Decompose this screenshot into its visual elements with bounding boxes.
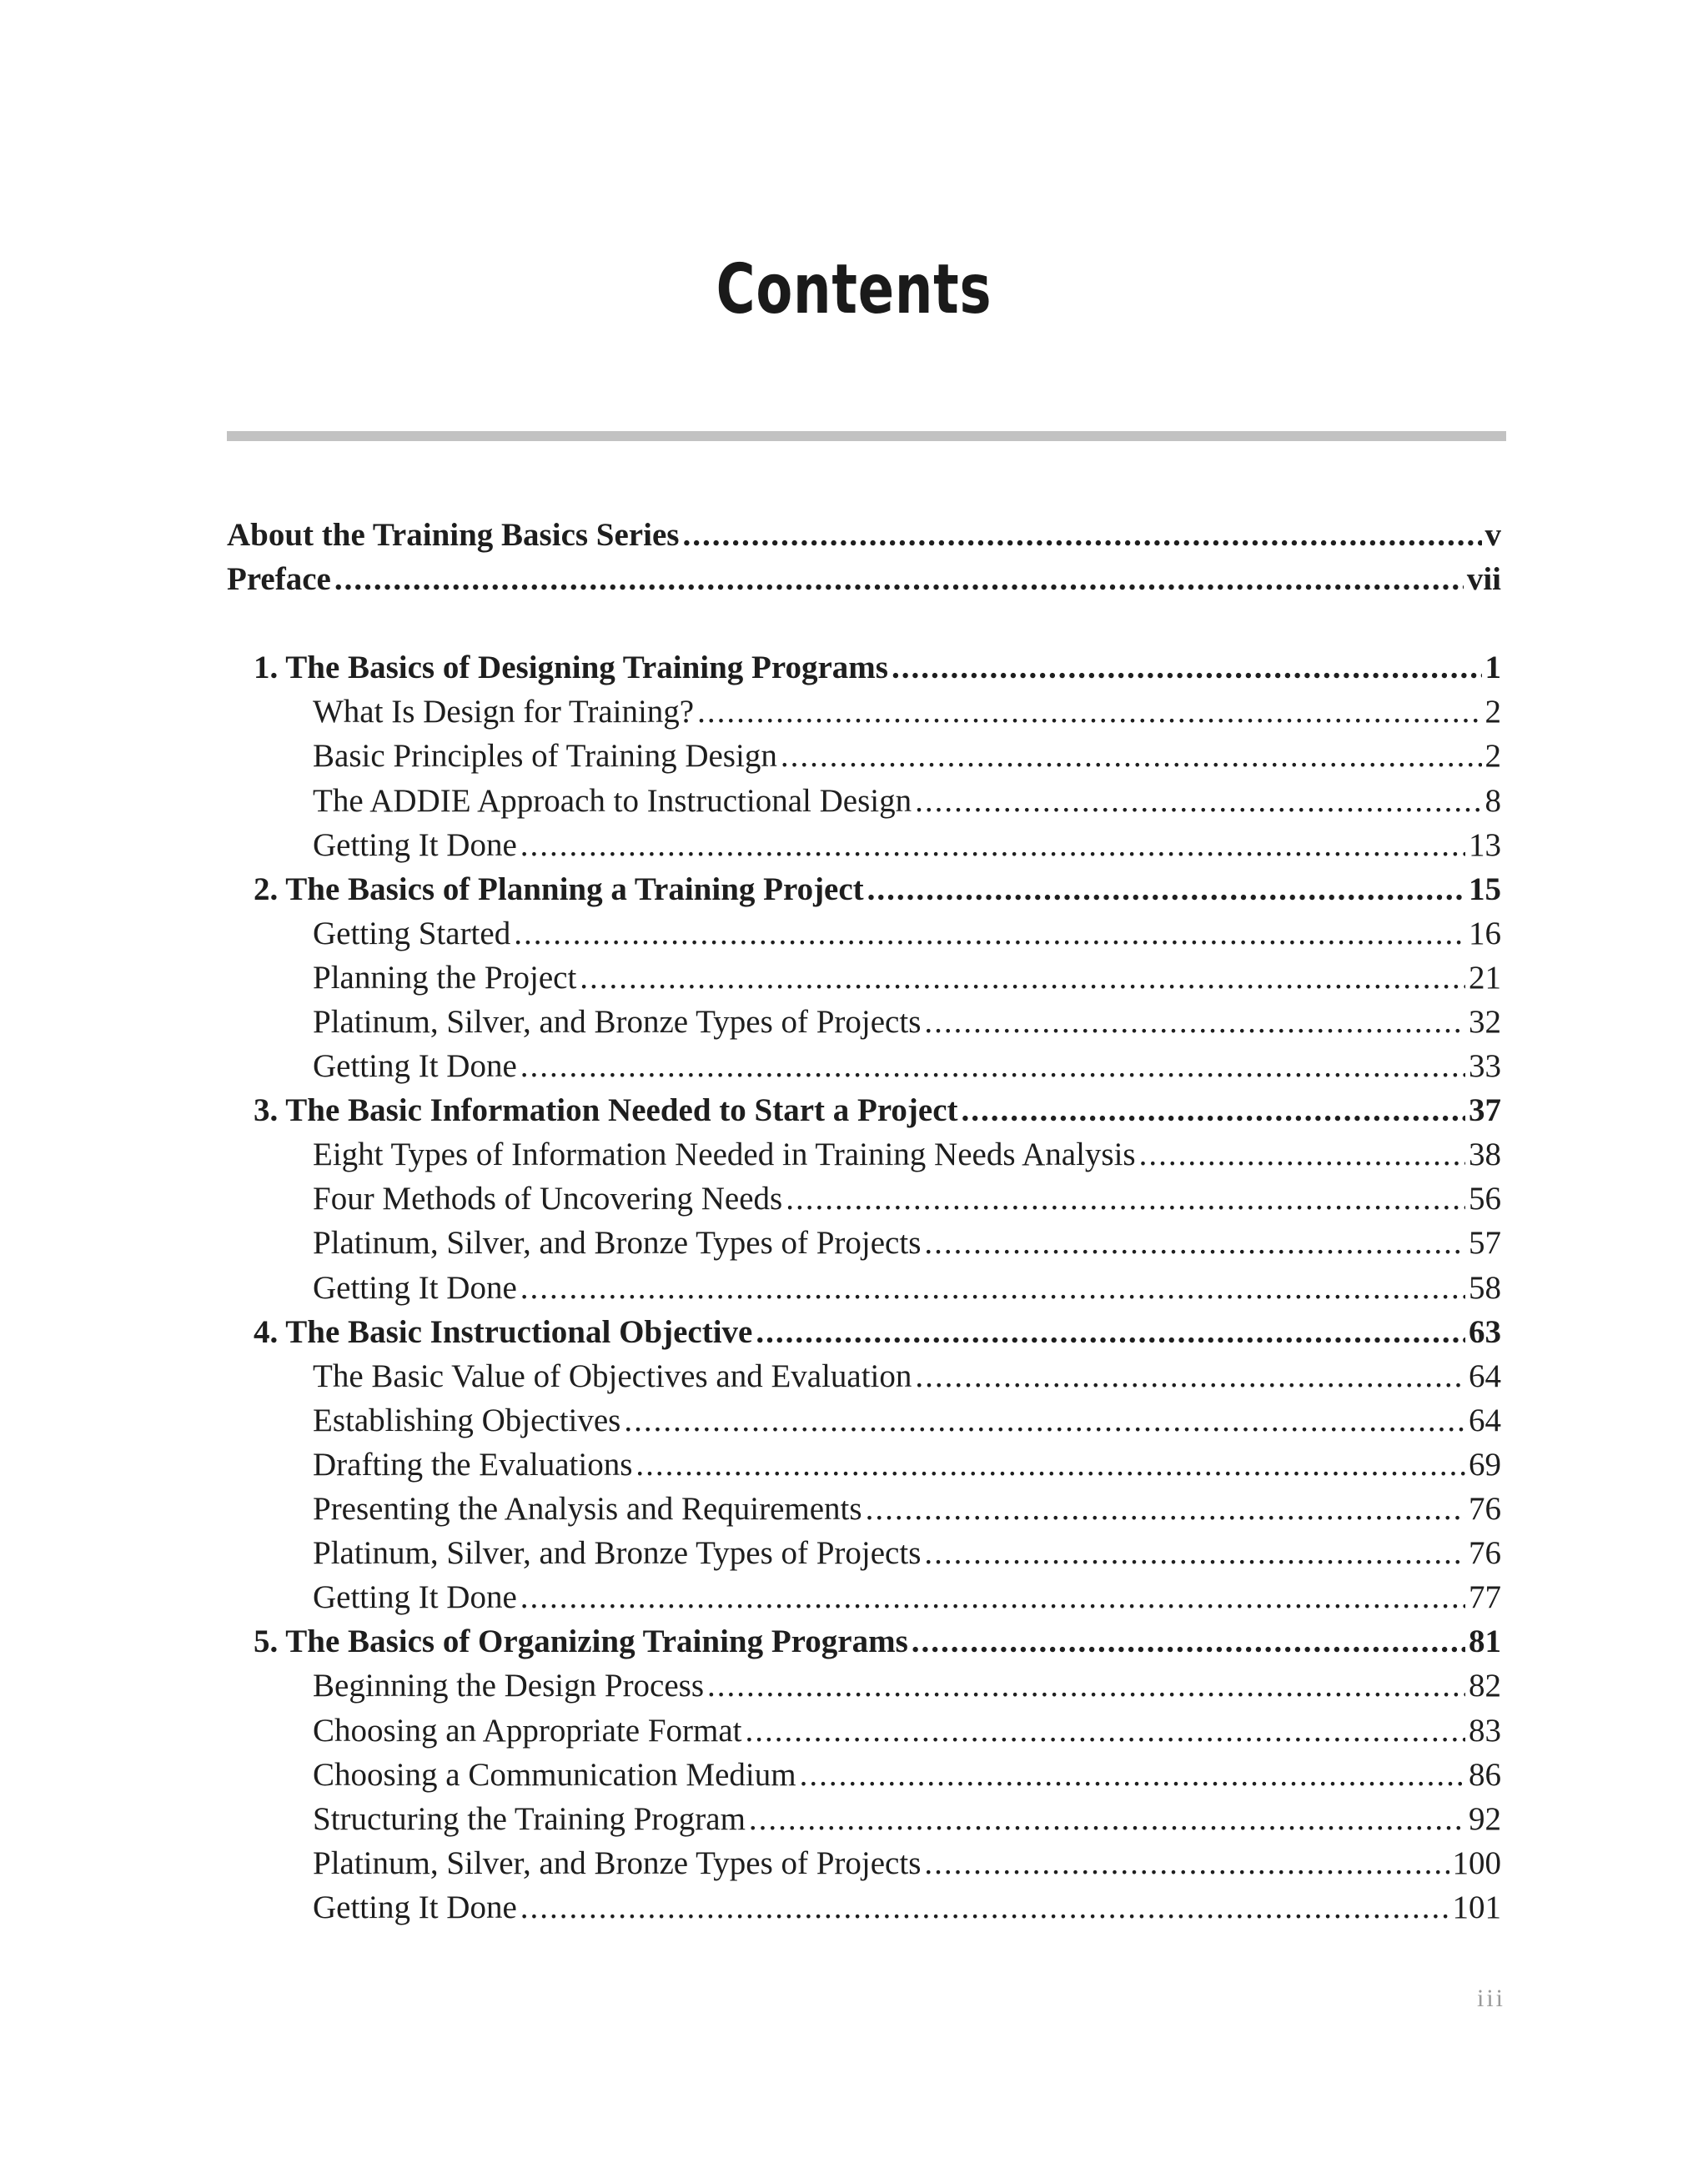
toc-entry-title: Structuring the Training Program xyxy=(313,1801,746,1837)
toc-chapter-entry[interactable] xyxy=(254,645,1501,690)
toc-chapter-entry[interactable] xyxy=(254,867,1501,911)
toc-section-entry[interactable] xyxy=(313,1841,1501,1885)
dot-leader xyxy=(520,823,1465,867)
dot-leader xyxy=(635,1443,1465,1487)
toc-entry-title: Getting It Done xyxy=(313,1889,517,1925)
dot-leader xyxy=(800,1753,1465,1797)
toc-entry-title: Getting It Done xyxy=(313,1270,517,1306)
toc-page-number: 82 xyxy=(1469,1668,1501,1704)
toc-entry-title: 2. The Basics of Planning a Training Project xyxy=(254,871,864,907)
dot-leader xyxy=(707,1664,1465,1708)
toc-entry-title: Eight Types of Information Needed in Training Needs Analysis xyxy=(313,1137,1136,1172)
dot-leader xyxy=(514,911,1465,956)
toc-entry-title: 1. The Basics of Designing Training Programs xyxy=(254,650,888,685)
toc-section-entry[interactable] xyxy=(313,734,1501,778)
toc-page-number: 86 xyxy=(1469,1757,1501,1793)
toc-page-number: 100 xyxy=(1452,1845,1501,1881)
toc-page-number: 81 xyxy=(1469,1624,1501,1659)
toc-entry-title: Platinum, Silver, and Bronze Types of Projects xyxy=(313,1845,922,1881)
dot-leader xyxy=(697,690,1481,734)
toc-entry-title: What Is Design for Training? xyxy=(313,694,695,730)
toc-section-entry[interactable] xyxy=(313,1753,1501,1797)
dot-leader xyxy=(520,1575,1465,1619)
toc-page-number: 8 xyxy=(1484,783,1501,819)
toc-entry-title: Preface xyxy=(227,561,331,597)
toc-page-number: 38 xyxy=(1469,1137,1501,1172)
dot-leader xyxy=(924,1531,1465,1575)
toc-entry-title: The ADDIE Approach to Instructional Design xyxy=(313,783,912,819)
toc-entry-title: Platinum, Silver, and Bronze Types of Projects xyxy=(313,1225,922,1261)
toc-section-entry[interactable] xyxy=(313,1132,1501,1177)
toc-page-number: 16 xyxy=(1469,916,1501,951)
toc-section-entry[interactable] xyxy=(313,1354,1501,1398)
toc-section-entry[interactable] xyxy=(313,1575,1501,1619)
toc-section-entry[interactable] xyxy=(313,1044,1501,1088)
toc-chapter-entry[interactable] xyxy=(254,1619,1501,1664)
toc-entry-title: Platinum, Silver, and Bronze Types of Projects xyxy=(313,1004,922,1040)
toc-entry-title: 3. The Basic Information Needed to Start a Project xyxy=(254,1092,958,1128)
toc-front-matter-entry[interactable] xyxy=(227,513,1501,557)
toc-entry-title: About the Training Basics Series xyxy=(227,517,680,553)
toc-entry-title: 4. The Basic Instructional Objective xyxy=(254,1314,753,1350)
toc-section-entry[interactable] xyxy=(313,1797,1501,1841)
toc-page-number: 64 xyxy=(1469,1358,1501,1394)
toc-page-number: 58 xyxy=(1469,1270,1501,1306)
toc-entry-title: Getting It Done xyxy=(313,1048,517,1084)
toc-section-entry[interactable] xyxy=(313,1266,1501,1310)
toc-page-number: 56 xyxy=(1469,1181,1501,1217)
toc-entry-title: Planning the Project xyxy=(313,960,577,996)
toc-page-number: 83 xyxy=(1469,1713,1501,1749)
toc-entry-title: Getting It Done xyxy=(313,827,517,863)
toc-page-number: 57 xyxy=(1469,1225,1501,1261)
toc-entry-title: 5. The Basics of Organizing Training Programs xyxy=(254,1624,908,1659)
toc-entry-title: Establishing Objectives xyxy=(313,1403,621,1438)
toc-page-number: 101 xyxy=(1452,1889,1501,1925)
dot-leader xyxy=(520,1044,1465,1088)
dot-leader xyxy=(912,1619,1465,1664)
toc-page-number: 77 xyxy=(1469,1579,1501,1615)
toc-page-number: 92 xyxy=(1469,1801,1501,1837)
toc-page-number: 21 xyxy=(1469,960,1501,996)
toc-entry-title: Presenting the Analysis and Requirements xyxy=(313,1491,862,1527)
toc-section-entry[interactable] xyxy=(313,1487,1501,1531)
dot-leader xyxy=(580,956,1465,1000)
dot-leader xyxy=(334,557,1464,601)
toc-entry-title: Beginning the Design Process xyxy=(313,1668,705,1704)
dot-leader xyxy=(915,779,1481,823)
dot-leader xyxy=(1139,1132,1465,1177)
toc-page-number: 63 xyxy=(1469,1314,1501,1350)
toc-page-number: 33 xyxy=(1469,1048,1501,1084)
toc-page-number: 69 xyxy=(1469,1447,1501,1483)
dot-leader xyxy=(866,1487,1465,1531)
toc-section-entry[interactable] xyxy=(313,956,1501,1000)
dot-leader xyxy=(786,1177,1465,1221)
toc-entry-title: Basic Principles of Training Design xyxy=(313,738,777,774)
toc-chapter-entry[interactable] xyxy=(254,1310,1501,1354)
dot-leader xyxy=(520,1885,1449,1930)
toc-entry-title: Choosing an Appropriate Format xyxy=(313,1713,742,1749)
dot-leader xyxy=(781,734,1482,778)
toc-section-entry[interactable] xyxy=(313,1177,1501,1221)
toc-section-entry[interactable] xyxy=(313,823,1501,867)
dot-leader xyxy=(624,1398,1465,1443)
toc-page-number: 37 xyxy=(1469,1092,1501,1128)
toc-entry-title: Getting Started xyxy=(313,916,511,951)
toc-section-entry[interactable] xyxy=(313,690,1501,734)
toc-page-number: 13 xyxy=(1469,827,1501,863)
toc-page-number: 15 xyxy=(1469,871,1501,907)
toc-chapter-entry[interactable] xyxy=(254,1088,1501,1132)
page-folio: iii xyxy=(1476,1985,1505,2012)
toc-entry-title: Drafting the Evaluations xyxy=(313,1447,633,1483)
toc-section-entry[interactable] xyxy=(313,1531,1501,1575)
toc-section-entry[interactable] xyxy=(313,1221,1501,1265)
dot-leader xyxy=(924,1221,1465,1265)
dot-leader xyxy=(924,1000,1465,1044)
toc-page-number: 2 xyxy=(1484,694,1501,730)
dot-leader xyxy=(520,1266,1465,1310)
dot-leader xyxy=(915,1354,1465,1398)
title-rule xyxy=(227,431,1506,441)
dot-leader xyxy=(746,1709,1465,1753)
dot-leader xyxy=(892,645,1482,690)
toc-front-matter-entry[interactable] xyxy=(227,557,1501,601)
toc-section-entry[interactable] xyxy=(313,1885,1501,1930)
dot-leader xyxy=(682,513,1481,557)
toc-page-number: v xyxy=(1484,517,1501,553)
dot-leader xyxy=(962,1088,1465,1132)
toc-section-entry[interactable] xyxy=(313,1398,1501,1443)
toc-section-entry[interactable] xyxy=(313,1443,1501,1487)
toc-entry-title: The Basic Value of Objectives and Evaluation xyxy=(313,1358,912,1394)
toc-entry-title: Four Methods of Uncovering Needs xyxy=(313,1181,783,1217)
toc-page-number: 1 xyxy=(1484,650,1501,685)
toc-section-entry[interactable] xyxy=(313,1709,1501,1753)
dot-leader xyxy=(867,867,1465,911)
toc-page-number: 76 xyxy=(1469,1491,1501,1527)
toc-section-entry[interactable] xyxy=(313,1664,1501,1708)
toc-section-entry[interactable] xyxy=(313,1000,1501,1044)
toc-page-number: 2 xyxy=(1484,738,1501,774)
toc-section-entry[interactable] xyxy=(313,911,1501,956)
page-title: Contents xyxy=(716,250,992,329)
toc-entry-title: Platinum, Silver, and Bronze Types of Projects xyxy=(313,1535,922,1571)
dot-leader xyxy=(756,1310,1465,1354)
dot-leader xyxy=(749,1797,1465,1841)
toc-page-number: 64 xyxy=(1469,1403,1501,1438)
toc-page-number: vii xyxy=(1466,561,1501,597)
toc-section-entry[interactable] xyxy=(313,779,1501,823)
toc-page-number: 32 xyxy=(1469,1004,1501,1040)
toc-entry-title: Getting It Done xyxy=(313,1579,517,1615)
dot-leader xyxy=(924,1841,1449,1885)
toc-page-number: 76 xyxy=(1469,1535,1501,1571)
toc-entry-title: Choosing a Communication Medium xyxy=(313,1757,796,1793)
